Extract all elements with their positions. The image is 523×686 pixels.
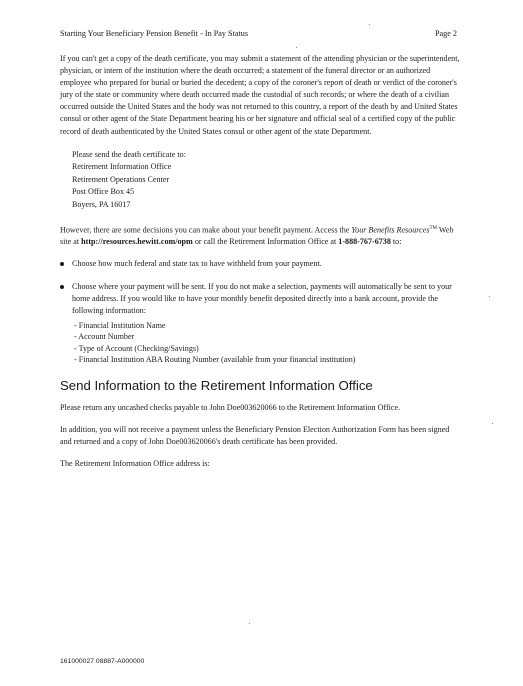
website-name: Your Benefits Resources	[351, 225, 430, 235]
bullet-text: Choose how much federal and state tax to have withheld from your payment.	[72, 258, 322, 268]
address-intro: Please send the death certificate to:	[72, 149, 186, 159]
decisions-text-1: However, there are some decisions you can make about your benefit payment. Access the	[60, 225, 352, 235]
scan-speck	[296, 47, 297, 48]
bullet-icon	[60, 262, 64, 266]
address-line: Retirement Information Office	[72, 162, 172, 172]
scan-speck	[249, 623, 250, 624]
decisions-text-4: to:	[390, 237, 402, 247]
bullet-item-payment-destination	[60, 281, 460, 317]
document-body	[60, 53, 460, 470]
scan-speck	[492, 423, 493, 424]
bullet-icon	[60, 285, 64, 289]
list-item: - Type of Account (Checking/Savings)	[74, 343, 199, 353]
uncashed-checks-paragraph: Please return any uncashed checks payable to John Doe003620066 to the Retirement Information Office.	[60, 402, 401, 412]
bullet-item-tax-withholding	[60, 258, 460, 270]
scan-speck	[489, 296, 490, 297]
document-barcode-id: 161000027 08887-A000000	[60, 658, 145, 665]
bullet-text: Choose where your payment will be sent. If you do not make a selection, payments will automatically be sent to your home address. If you would like to have your monthly benefit deposited directly into a bank account, provide the following information:	[72, 281, 452, 315]
decisions-text-2: Web site at	[60, 225, 454, 247]
authorization-form-paragraph: In addition, you will not receive a payment unless the Beneficiary Pension Election Authorization Form has been signed and returned and a copy of John Doe003620066's death certificate has been provided.	[60, 425, 450, 447]
list-item: - Financial Institution Name	[74, 320, 166, 330]
section-heading: Send Information to the Retirement Information Office	[60, 377, 373, 393]
page-number: Page 2	[434, 29, 457, 38]
death-certificate-alternatives-paragraph: If you can't get a copy of the death certificate, you may submit a statement of the attending physician or the superintendent, physician, or intern of the institution where the death occurred; a statement of the funeral director or an authorized employee who prepared for burial or buried the decedent; a copy of the coroner's report of death or verdict of the coroner's jury of the state or community where death occurred made the custodial of such records; or where the death of a civilian occurred outside the United States and the body was not returned to this country, a report of the death by and United States consul or other agent of the State Department bearing his or her signature and official seal of a certified copy of the public record of death authenticated by the United States consul or other agent of the state Department.	[60, 54, 460, 136]
address-line: Retirement Operations Center	[72, 174, 170, 184]
list-item: - Account Number	[74, 332, 135, 342]
list-item: - Financial Institution ABA Routing Number (available from your financial institution)	[74, 355, 356, 365]
death-certificate-mailing-address	[72, 149, 460, 212]
address-line: Boyers, PA 16017	[72, 200, 131, 210]
website-url-link[interactable]: http://resources.hewitt.com/opm	[81, 237, 193, 247]
page-header	[60, 29, 457, 38]
scan-speck	[369, 24, 370, 25]
address-line: Post Office Box 45	[72, 187, 135, 197]
decisions-text-3: or call the Retirement Information Office at	[192, 237, 339, 247]
office-address-intro: The Retirement Information Office address is:	[60, 459, 210, 469]
bank-info-list	[74, 320, 460, 366]
phone-number: 1-888-767-6738	[338, 237, 391, 247]
header-title: Starting Your Beneficiary Pension Benefit - In Pay Status	[60, 29, 249, 38]
benefit-decisions-paragraph	[60, 223, 460, 249]
trademark-symbol: TM	[429, 225, 437, 231]
